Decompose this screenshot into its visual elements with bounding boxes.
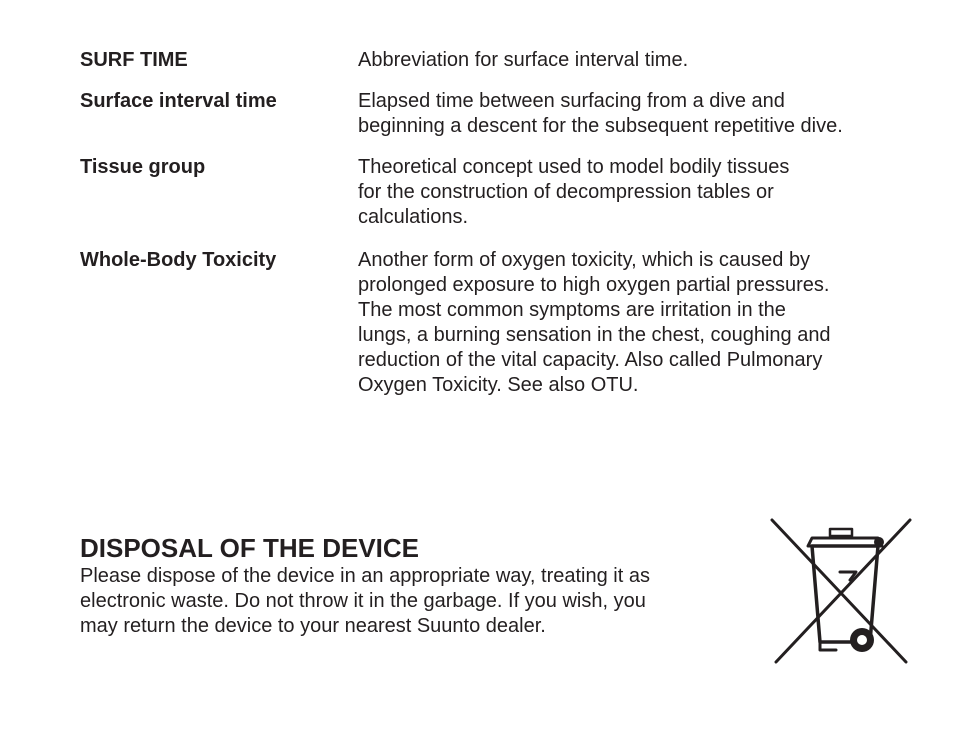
section-body: Please dispose of the device in an appropriate way, treating it as electronic waste. Do not throw it in the garbage. If you wish, you may return the device to your nearest Suunto dealer. bbox=[80, 565, 650, 637]
glossary-term: Surface interval time bbox=[80, 90, 277, 112]
glossary-definition: Elapsed time between surfacing from a dive and beginning a descent for the subsequent repetitive dive. bbox=[358, 90, 843, 137]
glossary-definition: Another form of oxygen toxicity, which is caused by prolonged exposure to high oxygen partial pressures. The most common symptoms are irritation in the lungs, a burning sensation in the chest, coughing and reduction of the vital capacity. Also called Pulmonary Oxygen Toxicity. See also OTU. bbox=[358, 249, 831, 396]
glossary-entry-surface-interval-time bbox=[80, 89, 920, 139]
disposal-section bbox=[80, 533, 740, 639]
glossary-entry-surf-time bbox=[80, 48, 920, 73]
crossed-out-wheelie-bin-icon bbox=[766, 516, 914, 666]
glossary-list bbox=[80, 48, 920, 398]
glossary-definition: Theoretical concept used to model bodily tissues for the construction of decompression tables or calculations. bbox=[358, 156, 790, 228]
glossary-entry-whole-body-toxicity bbox=[80, 248, 920, 398]
glossary-entry-tissue-group bbox=[80, 155, 920, 230]
glossary-term: Whole-Body Toxicity bbox=[80, 249, 277, 271]
section-title: DISPOSAL OF THE DEVICE bbox=[80, 533, 420, 563]
glossary-definition: Abbreviation for surface interval time. bbox=[358, 49, 689, 71]
glossary-term: Tissue group bbox=[80, 156, 206, 178]
glossary-term: SURF TIME bbox=[80, 49, 188, 71]
